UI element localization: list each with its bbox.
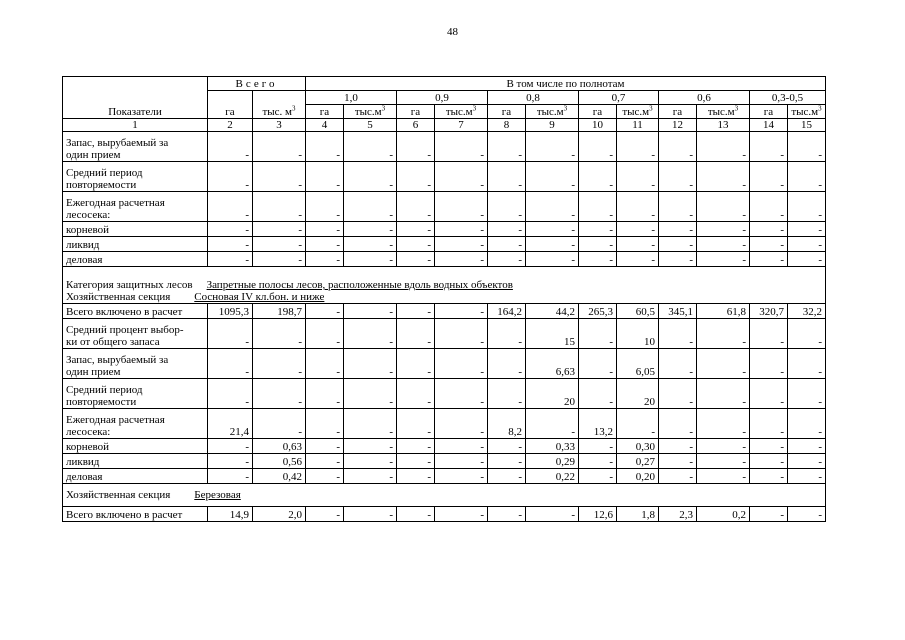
table-cell: -	[750, 439, 788, 454]
table-cell: -	[697, 162, 750, 192]
table-cell: -	[659, 237, 697, 252]
table-cell: -	[344, 439, 397, 454]
density-4: 0,7	[579, 91, 659, 105]
table-cell: -	[344, 454, 397, 469]
table-cell: -	[306, 319, 344, 349]
table-cell: -	[488, 319, 526, 349]
density-3: 0,8	[488, 91, 579, 105]
table-cell: -	[488, 379, 526, 409]
table-cell: -	[697, 469, 750, 484]
table-cell: -	[488, 439, 526, 454]
table-cell: 61,8	[697, 304, 750, 319]
table-cell: -	[306, 222, 344, 237]
table-cell: -	[435, 409, 488, 439]
table-cell: -	[750, 252, 788, 267]
table-cell: -	[659, 409, 697, 439]
row-label: корневой	[63, 222, 208, 237]
table-cell: -	[488, 132, 526, 162]
table-cell: -	[306, 237, 344, 252]
table-cell: -	[659, 349, 697, 379]
row-label: деловая	[63, 469, 208, 484]
table-cell: 320,7	[750, 304, 788, 319]
table-cell: -	[253, 192, 306, 222]
table-cell: -	[397, 469, 435, 484]
subheader-th-m3: $тыс.м^3$	[697, 105, 750, 119]
table-cell: -	[344, 409, 397, 439]
table-cell: -	[659, 222, 697, 237]
table-row	[63, 162, 826, 192]
table-cell: 44,2	[526, 304, 579, 319]
table-cell: -	[435, 162, 488, 192]
table-cell: 345,1	[659, 304, 697, 319]
column-number: 7	[435, 119, 488, 132]
table-cell: 0,22	[526, 469, 579, 484]
table-cell: -	[397, 507, 435, 522]
table-cell: -	[344, 252, 397, 267]
header-density: В том числе по полнотам	[306, 77, 826, 91]
table-cell: -	[788, 439, 826, 454]
table-cell: -	[344, 304, 397, 319]
table-cell: -	[579, 454, 617, 469]
table-cell: -	[306, 454, 344, 469]
table-cell: -	[788, 237, 826, 252]
header-ha: га	[208, 91, 253, 119]
table-cell: -	[659, 439, 697, 454]
table-cell: -	[697, 237, 750, 252]
table-cell: -	[397, 222, 435, 237]
table-cell: -	[617, 252, 659, 267]
table-cell: 14,9	[208, 507, 253, 522]
category-section: Категория защитных лесов Запретные полосы лесов, расположенные вдоль водных объектов Хозяйственная секция Сосновая IV кл.бон. и ниже	[63, 267, 826, 304]
table-cell: -	[788, 132, 826, 162]
table-cell: -	[397, 409, 435, 439]
table-cell: -	[659, 252, 697, 267]
table-cell: -	[617, 192, 659, 222]
table-cell: -	[435, 304, 488, 319]
table-cell: -	[659, 162, 697, 192]
table-cell: -	[750, 192, 788, 222]
subheader-th-m3: $тыс.м^3$	[526, 105, 579, 119]
column-number: 3	[253, 119, 306, 132]
table-cell: -	[253, 252, 306, 267]
table-cell: -	[208, 349, 253, 379]
table-cell: -	[617, 132, 659, 162]
table-cell: 6,05	[617, 349, 659, 379]
table-cell: -	[697, 409, 750, 439]
table-row	[63, 252, 826, 267]
table-cell: 0,30	[617, 439, 659, 454]
subheader-ha: га	[579, 105, 617, 119]
table-cell: -	[397, 304, 435, 319]
table-row	[63, 192, 826, 222]
table-cell: -	[306, 132, 344, 162]
table-cell: 0,20	[617, 469, 659, 484]
table-cell: -	[579, 469, 617, 484]
table-cell: 0,33	[526, 439, 579, 454]
table-cell: -	[697, 252, 750, 267]
row-label: корневой	[63, 439, 208, 454]
table-cell: -	[750, 349, 788, 379]
table-cell: 13,2	[579, 409, 617, 439]
table-cell: -	[344, 237, 397, 252]
table-cell: -	[435, 132, 488, 162]
row-label: Средний период повторяемости	[63, 379, 208, 409]
table-cell: -	[344, 132, 397, 162]
table-cell: -	[617, 409, 659, 439]
table-cell: -	[659, 379, 697, 409]
table-row	[63, 379, 826, 409]
table-cell: -	[526, 409, 579, 439]
table-cell: -	[788, 252, 826, 267]
table-cell: -	[750, 237, 788, 252]
table-cell: 1,8	[617, 507, 659, 522]
table-cell: 164,2	[488, 304, 526, 319]
table-cell: -	[617, 237, 659, 252]
density-5: 0,6	[659, 91, 750, 105]
table-cell: -	[344, 319, 397, 349]
table-cell: -	[697, 132, 750, 162]
table-cell: -	[435, 222, 488, 237]
table-cell: -	[435, 454, 488, 469]
table-cell: -	[306, 252, 344, 267]
table-cell: -	[253, 132, 306, 162]
row-label: Запас, вырубаемый за один прием	[63, 349, 208, 379]
table-cell: -	[579, 162, 617, 192]
table-cell: -	[697, 319, 750, 349]
table-cell: 2,3	[659, 507, 697, 522]
table-cell: 21,4	[208, 409, 253, 439]
table-cell: -	[306, 409, 344, 439]
table-cell: -	[579, 132, 617, 162]
column-number: 10	[579, 119, 617, 132]
table-row	[63, 409, 826, 439]
subheader-ha: га	[397, 105, 435, 119]
table-cell: -	[253, 349, 306, 379]
table-cell: 10	[617, 319, 659, 349]
table-cell: -	[253, 222, 306, 237]
table-cell: -	[435, 379, 488, 409]
table-cell: -	[488, 222, 526, 237]
table-cell: -	[397, 319, 435, 349]
table-cell: -	[208, 379, 253, 409]
table-cell: -	[306, 349, 344, 379]
subheader-th-m3: $тыс.м^3$	[435, 105, 488, 119]
table-row	[63, 237, 826, 252]
table-cell: -	[488, 192, 526, 222]
table-cell: -	[750, 222, 788, 237]
table-cell: -	[397, 454, 435, 469]
table-cell: -	[435, 507, 488, 522]
table-cell: -	[435, 192, 488, 222]
table-cell: 60,5	[617, 304, 659, 319]
table-cell: -	[526, 222, 579, 237]
subheader-th-m3: $тыс.м^3$	[617, 105, 659, 119]
table-row	[63, 304, 826, 319]
table-cell: 198,7	[253, 304, 306, 319]
table-cell: -	[306, 507, 344, 522]
table-cell: -	[697, 439, 750, 454]
table-cell: -	[397, 349, 435, 379]
table-cell: -	[253, 409, 306, 439]
table-cell: 15	[526, 319, 579, 349]
table-cell: -	[208, 319, 253, 349]
row-label: Средний период повторяемости	[63, 162, 208, 192]
column-number: 15	[788, 119, 826, 132]
subheader-ha: га	[750, 105, 788, 119]
table-cell: 1095,3	[208, 304, 253, 319]
table-cell: -	[526, 507, 579, 522]
row-label: Запас, вырубаемый за один прием	[63, 132, 208, 162]
table-cell: -	[579, 319, 617, 349]
table-cell: -	[344, 469, 397, 484]
table-cell: -	[306, 192, 344, 222]
table-cell: -	[750, 469, 788, 484]
column-number: 12	[659, 119, 697, 132]
table-cell: -	[435, 237, 488, 252]
table-cell: -	[397, 132, 435, 162]
table-cell: 0,42	[253, 469, 306, 484]
table-cell: -	[697, 379, 750, 409]
economic-section-2: Хозяйственная секция Березовая	[63, 484, 826, 507]
table-cell: -	[208, 162, 253, 192]
subheader-th-m3: $тыс.м^3$	[788, 105, 826, 119]
table-cell: 0,29	[526, 454, 579, 469]
table-cell: 20	[617, 379, 659, 409]
table-cell: -	[397, 192, 435, 222]
table-cell: 20	[526, 379, 579, 409]
table-cell: 12,6	[579, 507, 617, 522]
row-label: ликвид	[63, 454, 208, 469]
table-cell: -	[788, 454, 826, 469]
table-cell: -	[435, 469, 488, 484]
table-cell: -	[788, 222, 826, 237]
table-cell: -	[208, 439, 253, 454]
row-label: Ежегодная расчетная лесосека:	[63, 192, 208, 222]
table-cell: -	[208, 237, 253, 252]
table-cell: -	[526, 237, 579, 252]
subheader-ha: га	[659, 105, 697, 119]
column-number: 11	[617, 119, 659, 132]
table-cell: -	[488, 237, 526, 252]
table-cell: -	[208, 252, 253, 267]
table-cell: -	[397, 252, 435, 267]
table-row	[63, 454, 826, 469]
table-cell: -	[697, 222, 750, 237]
table-cell: 0,63	[253, 439, 306, 454]
table-cell: -	[344, 349, 397, 379]
table-cell: -	[488, 454, 526, 469]
column-number: 6	[397, 119, 435, 132]
table-cell: -	[344, 379, 397, 409]
table-cell: -	[208, 192, 253, 222]
table-cell: -	[617, 222, 659, 237]
table-cell: 8,2	[488, 409, 526, 439]
table-cell: -	[344, 162, 397, 192]
table-cell: -	[617, 162, 659, 192]
forest-table	[62, 76, 826, 522]
table-cell: -	[579, 192, 617, 222]
row-label: Всего включено в расчет	[63, 304, 208, 319]
table-row	[63, 469, 826, 484]
table-cell: -	[208, 222, 253, 237]
table-cell: -	[697, 454, 750, 469]
table-cell: -	[750, 162, 788, 192]
table-row	[63, 132, 826, 162]
table-cell: -	[306, 162, 344, 192]
table-cell: -	[435, 349, 488, 379]
table-cell: -	[788, 349, 826, 379]
table-cell: -	[306, 379, 344, 409]
table-cell: -	[788, 507, 826, 522]
row-label: ликвид	[63, 237, 208, 252]
table-cell: -	[488, 349, 526, 379]
table-cell: 2,0	[253, 507, 306, 522]
table-cell: -	[750, 319, 788, 349]
table-cell: -	[788, 319, 826, 349]
table-cell: -	[208, 132, 253, 162]
header-th-m3: тыс. $м^3$	[253, 91, 306, 119]
header-total: Всего	[208, 77, 306, 91]
column-number: 1	[63, 119, 208, 132]
table-cell: -	[526, 132, 579, 162]
table-cell: -	[579, 237, 617, 252]
subheader-ha: га	[488, 105, 526, 119]
table-cell: -	[306, 469, 344, 484]
row-label: Ежегодная расчетная лесосека:	[63, 409, 208, 439]
row-label: Всего включено в расчет	[63, 507, 208, 522]
table-cell: -	[750, 507, 788, 522]
table-cell: 0,2	[697, 507, 750, 522]
table-cell: -	[488, 252, 526, 267]
table-cell: -	[697, 349, 750, 379]
table-cell: -	[750, 132, 788, 162]
table-cell: -	[253, 379, 306, 409]
page-number: 48	[447, 26, 458, 38]
table-cell: -	[208, 469, 253, 484]
subheader-ha: га	[306, 105, 344, 119]
table-cell: -	[750, 409, 788, 439]
table-cell: -	[579, 222, 617, 237]
table-cell: -	[526, 252, 579, 267]
table-row	[63, 222, 826, 237]
table-cell: -	[435, 319, 488, 349]
table-cell: -	[306, 304, 344, 319]
table-cell: 265,3	[579, 304, 617, 319]
table-cell: -	[208, 454, 253, 469]
table-row	[63, 507, 826, 522]
column-number: 14	[750, 119, 788, 132]
table-cell: -	[579, 439, 617, 454]
table-cell: -	[397, 237, 435, 252]
table-cell: -	[526, 192, 579, 222]
table-cell: -	[397, 439, 435, 454]
table-cell: -	[435, 439, 488, 454]
table-cell: -	[750, 379, 788, 409]
table-cell: -	[788, 192, 826, 222]
table-row	[63, 349, 826, 379]
row-label: деловая	[63, 252, 208, 267]
table-cell: -	[659, 132, 697, 162]
table-cell: -	[253, 162, 306, 192]
table-cell: -	[579, 379, 617, 409]
column-number: 13	[697, 119, 750, 132]
table-cell: -	[344, 192, 397, 222]
table-cell: -	[788, 379, 826, 409]
column-number: 9	[526, 119, 579, 132]
table-cell: -	[659, 319, 697, 349]
table-cell: -	[344, 507, 397, 522]
density-6: 0,3-0,5	[750, 91, 826, 105]
density-2: 0,9	[397, 91, 488, 105]
table-cell: -	[253, 319, 306, 349]
table-cell: -	[397, 162, 435, 192]
table-cell: -	[579, 349, 617, 379]
table-row	[63, 319, 826, 349]
table-cell: -	[435, 252, 488, 267]
table-cell: -	[488, 507, 526, 522]
table-cell: -	[659, 192, 697, 222]
density-1: 1,0	[306, 91, 397, 105]
table-cell: -	[488, 469, 526, 484]
header-indicators: Показатели	[63, 77, 208, 119]
table-cell: -	[397, 379, 435, 409]
table-cell: -	[579, 252, 617, 267]
column-number: 5	[344, 119, 397, 132]
column-number: 2	[208, 119, 253, 132]
table-cell: -	[697, 192, 750, 222]
table-cell: -	[659, 454, 697, 469]
subheader-th-m3: $тыс.м^3$	[344, 105, 397, 119]
table-cell: -	[788, 162, 826, 192]
table-cell: 32,2	[788, 304, 826, 319]
table-cell: -	[306, 439, 344, 454]
column-number: 8	[488, 119, 526, 132]
table-cell: -	[788, 409, 826, 439]
table-cell: -	[659, 469, 697, 484]
table-cell: 0,27	[617, 454, 659, 469]
table-row	[63, 439, 826, 454]
table-cell: 6,63	[526, 349, 579, 379]
table-cell: 0,56	[253, 454, 306, 469]
row-label: Средний процент выбор- ки от общего запаса	[63, 319, 208, 349]
column-number: 4	[306, 119, 344, 132]
table-cell: -	[788, 469, 826, 484]
table-cell: -	[488, 162, 526, 192]
table-cell: -	[526, 162, 579, 192]
table-cell: -	[344, 222, 397, 237]
table-cell: -	[750, 454, 788, 469]
table-cell: -	[253, 237, 306, 252]
